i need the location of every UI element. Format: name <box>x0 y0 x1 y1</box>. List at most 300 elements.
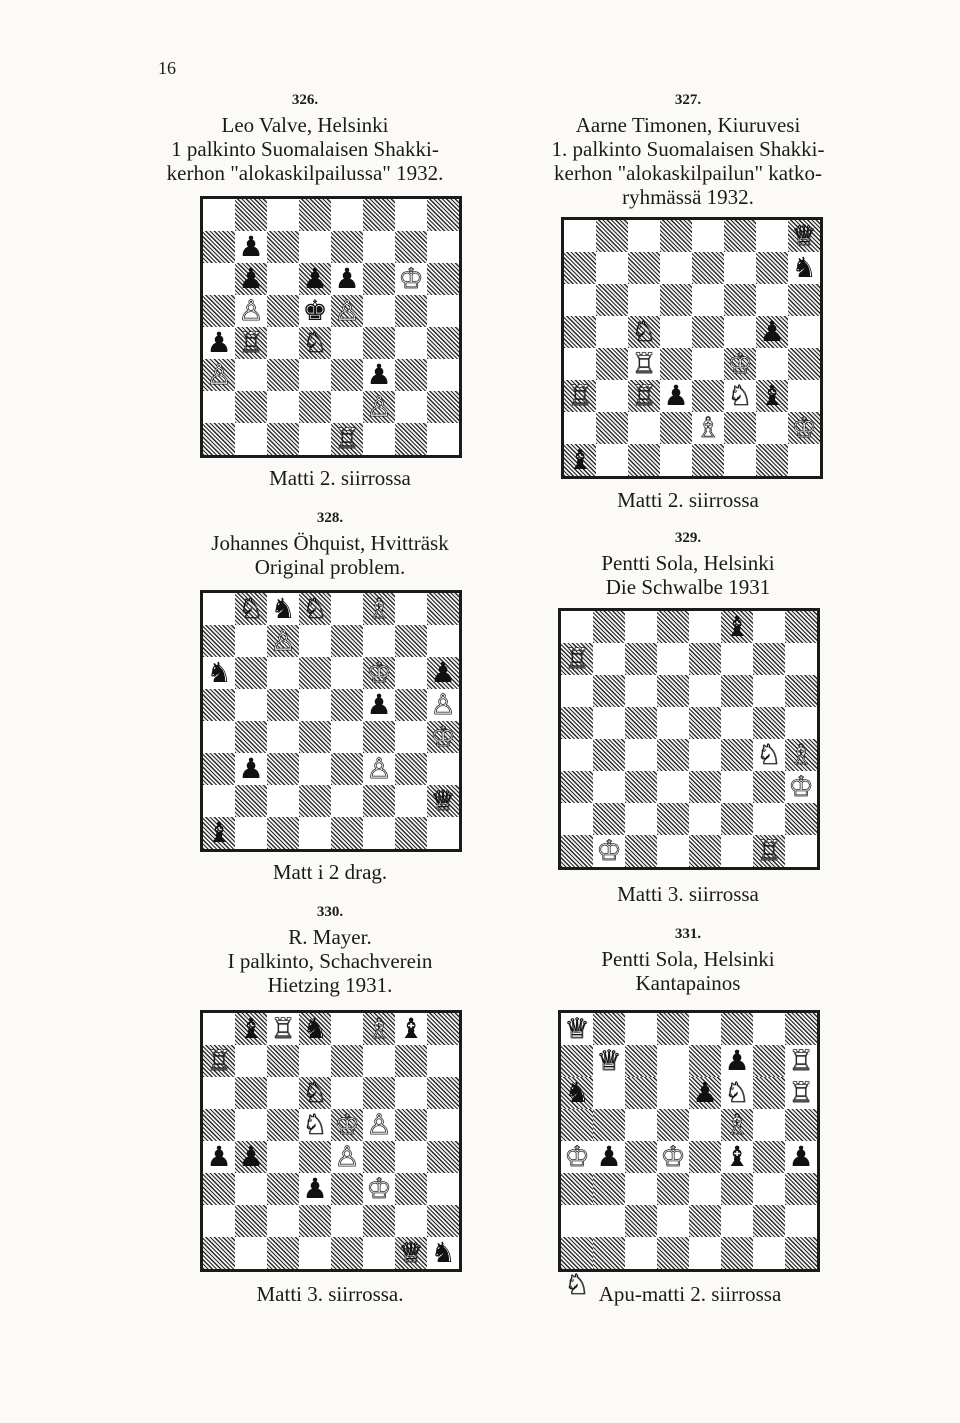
board-square <box>267 753 299 785</box>
board-square <box>785 1205 817 1237</box>
board-square <box>593 611 625 643</box>
board-square <box>785 1013 817 1045</box>
board-square <box>331 1237 363 1269</box>
board-square <box>299 753 331 785</box>
board-square <box>267 391 299 423</box>
board-square <box>363 1109 395 1141</box>
board-square <box>363 423 395 455</box>
board-square <box>753 1141 785 1173</box>
board-square <box>331 1013 363 1045</box>
white-queen-icon: ♕ <box>791 219 817 252</box>
board-square <box>561 1237 593 1269</box>
white-knight-icon: ♘ <box>238 592 264 625</box>
board-square <box>788 220 820 252</box>
board-square <box>203 391 235 423</box>
board-square <box>363 1237 395 1269</box>
board-square <box>235 263 267 295</box>
board-square <box>596 252 628 284</box>
problem-number: 331. <box>674 926 702 942</box>
board-square <box>564 444 596 476</box>
white-knight-icon: ♘ <box>631 315 657 348</box>
board-square <box>785 739 817 771</box>
board-square <box>561 739 593 771</box>
board-square <box>660 252 692 284</box>
black-pawn-icon: ♟ <box>430 656 456 689</box>
board-square <box>753 771 785 803</box>
board-square <box>785 1045 817 1077</box>
board-square <box>753 643 785 675</box>
board-square <box>785 1173 817 1205</box>
board-square <box>299 1237 331 1269</box>
board-square <box>363 1077 395 1109</box>
board-square <box>363 359 395 391</box>
board-square <box>564 380 596 412</box>
board-square <box>593 1013 625 1045</box>
white-king-icon: ♔ <box>366 1172 392 1205</box>
board-square <box>628 220 660 252</box>
board-square <box>756 380 788 412</box>
board-square <box>628 380 660 412</box>
board-square <box>203 359 235 391</box>
white-rook-icon: ♖ <box>334 422 360 455</box>
board-square <box>299 199 331 231</box>
board-square <box>625 1013 657 1045</box>
board-square <box>564 252 596 284</box>
board-square <box>299 657 331 689</box>
problem-composer: Pentti Sola, Helsinki <box>601 947 775 971</box>
board-square <box>267 689 299 721</box>
white-knight-icon: ♘ <box>724 1076 750 1109</box>
board-square <box>689 1173 721 1205</box>
board-square <box>395 1013 427 1045</box>
board-square <box>235 689 267 721</box>
board-square <box>395 657 427 689</box>
board-square <box>721 771 753 803</box>
problem-source: I palkinto, Schachverein <box>227 949 433 973</box>
white-pawn-icon: ♙ <box>206 358 232 391</box>
board-square <box>753 835 785 867</box>
board-square <box>395 1141 427 1173</box>
board-square <box>331 1045 363 1077</box>
black-pawn-icon: ♟ <box>334 262 360 295</box>
problem-source: 1 palkinto Suomalaisen Shakki- <box>171 137 439 161</box>
board-square <box>363 327 395 359</box>
board-square <box>331 657 363 689</box>
white-rook-icon: ♖ <box>564 642 590 675</box>
problem-number: 329. <box>674 530 702 546</box>
board-square <box>203 1077 235 1109</box>
black-knight-icon: ♞ <box>206 656 232 689</box>
problem-composer: Aarne Timonen, Kiuruvesi <box>575 113 801 137</box>
problem-composer: Johannes Öhquist, Hvitträsk <box>211 531 449 555</box>
board-square <box>756 220 788 252</box>
board-square <box>395 689 427 721</box>
board-square <box>427 1237 459 1269</box>
board-square <box>299 625 331 657</box>
board-square <box>235 359 267 391</box>
board-square <box>203 1173 235 1205</box>
chess-board <box>200 1010 462 1272</box>
board-square <box>785 1077 817 1109</box>
board-square <box>628 444 660 476</box>
board-square <box>395 199 427 231</box>
board-square <box>267 231 299 263</box>
board-square <box>363 753 395 785</box>
board-square <box>203 1237 235 1269</box>
board-square <box>657 1237 689 1269</box>
board-square <box>724 316 756 348</box>
board-square <box>593 835 625 867</box>
chess-board <box>561 217 823 479</box>
board-square <box>363 689 395 721</box>
white-rook-icon: ♖ <box>238 326 264 359</box>
board-square <box>267 423 299 455</box>
white-rook-icon: ♖ <box>206 1044 232 1077</box>
board-square <box>689 707 721 739</box>
board-square <box>657 835 689 867</box>
board-square <box>657 707 689 739</box>
white-pawn-icon: ♙ <box>334 294 360 327</box>
board-square <box>203 1109 235 1141</box>
board-square <box>203 593 235 625</box>
board-square <box>267 359 299 391</box>
board-square <box>692 220 724 252</box>
board-square <box>427 657 459 689</box>
board-square <box>721 803 753 835</box>
white-pawn-icon: ♙ <box>430 688 456 721</box>
board-square <box>689 643 721 675</box>
board-square <box>299 1077 331 1109</box>
board-square <box>660 348 692 380</box>
board-square <box>561 771 593 803</box>
white-rook-icon: ♖ <box>567 379 593 412</box>
board-square <box>427 593 459 625</box>
board-square <box>689 1141 721 1173</box>
board-square <box>788 348 820 380</box>
board-square <box>692 412 724 444</box>
white-pawn-icon: ♙ <box>270 624 296 657</box>
board-square <box>427 1205 459 1237</box>
board-square <box>756 412 788 444</box>
board-square <box>593 1173 625 1205</box>
white-queen-icon: ♕ <box>596 1044 622 1077</box>
board-square <box>657 611 689 643</box>
board-square <box>753 1045 785 1077</box>
board-square <box>427 1077 459 1109</box>
problem-header <box>160 510 500 579</box>
board-square <box>331 753 363 785</box>
board-square <box>395 785 427 817</box>
board-square <box>299 231 331 263</box>
board-square <box>657 739 689 771</box>
board-square <box>203 199 235 231</box>
board-square <box>203 785 235 817</box>
board-square <box>203 753 235 785</box>
black-pawn-icon: ♟ <box>759 315 785 348</box>
board-square <box>593 1077 625 1109</box>
black-pawn-icon: ♟ <box>238 752 264 785</box>
board-square <box>596 348 628 380</box>
board-square <box>235 1013 267 1045</box>
board-square <box>395 231 427 263</box>
board-square <box>625 1205 657 1237</box>
black-bishop-icon: ♝ <box>724 610 750 643</box>
board-square <box>395 423 427 455</box>
white-king-icon: ♔ <box>430 720 456 753</box>
board-square <box>625 643 657 675</box>
board-square <box>235 625 267 657</box>
board-square <box>299 359 331 391</box>
board-square <box>785 1109 817 1141</box>
white-pawn-icon: ♙ <box>238 294 264 327</box>
board-square <box>628 316 660 348</box>
problem-stipulation: Matti 3. siirrossa <box>617 882 759 906</box>
board-square <box>331 263 363 295</box>
board-square <box>689 803 721 835</box>
board-square <box>427 1045 459 1077</box>
board-square <box>203 231 235 263</box>
problem-source: Die Schwalbe 1931 <box>605 575 771 599</box>
board-square <box>395 263 427 295</box>
white-king-icon: ♔ <box>596 834 622 867</box>
white-king-icon: ♔ <box>788 770 814 803</box>
white-rook-icon: ♖ <box>631 347 657 380</box>
board-square <box>689 1077 721 1109</box>
board-square <box>363 295 395 327</box>
board-square <box>427 817 459 849</box>
board-square <box>395 593 427 625</box>
board-square <box>267 1077 299 1109</box>
board-square <box>625 1141 657 1173</box>
board-square <box>331 593 363 625</box>
board-square <box>427 1141 459 1173</box>
board-square <box>596 316 628 348</box>
board-square <box>625 1237 657 1269</box>
white-king-icon: ♔ <box>398 262 424 295</box>
board-square <box>203 1205 235 1237</box>
board-square <box>756 252 788 284</box>
board-square <box>756 444 788 476</box>
board-square <box>235 817 267 849</box>
board-square <box>267 1109 299 1141</box>
board-square <box>395 817 427 849</box>
board-square <box>753 803 785 835</box>
white-knight-icon: ♘ <box>302 1076 328 1109</box>
board-square <box>756 348 788 380</box>
board-square <box>395 1109 427 1141</box>
board-square <box>721 739 753 771</box>
board-square <box>203 295 235 327</box>
white-rook-icon: ♖ <box>788 1076 814 1109</box>
board-square <box>625 771 657 803</box>
board-square <box>267 1173 299 1205</box>
board-square <box>363 657 395 689</box>
board-square <box>564 412 596 444</box>
board-square <box>299 1141 331 1173</box>
board-square <box>235 1109 267 1141</box>
chess-board <box>200 196 462 458</box>
board-square <box>267 785 299 817</box>
black-pawn-icon: ♟ <box>238 230 264 263</box>
problem-number: 326. <box>291 92 319 108</box>
board-square <box>561 1013 593 1045</box>
board-square <box>395 1045 427 1077</box>
board-square <box>625 1045 657 1077</box>
board-square <box>625 707 657 739</box>
board-square <box>331 721 363 753</box>
problem-source: kerhon "alokaskilpailun" katko- <box>554 161 822 185</box>
board-square <box>299 327 331 359</box>
board-square <box>331 817 363 849</box>
board-square <box>235 295 267 327</box>
board-square <box>593 1109 625 1141</box>
board-square <box>363 231 395 263</box>
black-knight-icon: ♞ <box>302 1012 328 1045</box>
board-square <box>785 803 817 835</box>
board-square <box>721 611 753 643</box>
black-pawn-icon: ♟ <box>302 262 328 295</box>
board-square <box>363 721 395 753</box>
board-square <box>724 252 756 284</box>
board-square <box>625 803 657 835</box>
board-square <box>267 657 299 689</box>
board-square <box>561 1141 593 1173</box>
board-square <box>692 316 724 348</box>
black-bishop-icon: ♝ <box>759 379 785 412</box>
board-square <box>753 1237 785 1269</box>
problem-stipulation: Matti 2. siirrossa <box>269 466 411 490</box>
board-square <box>625 835 657 867</box>
board-square <box>753 1013 785 1045</box>
white-king-icon: ♔ <box>564 1140 590 1173</box>
white-rook-icon: ♖ <box>788 1044 814 1077</box>
board-square <box>395 1237 427 1269</box>
board-square <box>299 1173 331 1205</box>
board-square <box>299 1045 331 1077</box>
board-square <box>331 295 363 327</box>
board-square <box>660 412 692 444</box>
board-square <box>692 284 724 316</box>
board-square <box>689 739 721 771</box>
board-square <box>788 284 820 316</box>
board-square <box>363 817 395 849</box>
board-square <box>203 817 235 849</box>
board-square <box>299 689 331 721</box>
board-square <box>788 380 820 412</box>
problem-header <box>160 904 500 997</box>
board-square <box>660 444 692 476</box>
board-square <box>724 444 756 476</box>
board-square <box>628 252 660 284</box>
board-square <box>785 1141 817 1173</box>
problem-stipulation: Matti 3. siirrossa. <box>256 1282 404 1306</box>
board-square <box>689 1109 721 1141</box>
board-square <box>561 1077 593 1109</box>
board-square <box>689 1045 721 1077</box>
board-square <box>657 1141 689 1173</box>
board-square <box>756 284 788 316</box>
board-square <box>753 1077 785 1109</box>
board-square <box>299 1205 331 1237</box>
board-square <box>724 284 756 316</box>
board-square <box>689 1205 721 1237</box>
board-square <box>689 611 721 643</box>
board-square <box>753 707 785 739</box>
board-square <box>427 625 459 657</box>
board-square <box>721 707 753 739</box>
black-pawn-icon: ♟ <box>302 1172 328 1205</box>
white-king-icon: ♔ <box>791 411 817 444</box>
board-square <box>235 1237 267 1269</box>
board-square <box>235 1045 267 1077</box>
board-square <box>724 412 756 444</box>
board-square <box>561 643 593 675</box>
board-square <box>785 675 817 707</box>
board-square <box>235 657 267 689</box>
board-square <box>628 412 660 444</box>
white-king-icon: ♔ <box>727 347 753 380</box>
white-rook-icon: ♖ <box>631 379 657 412</box>
board-square <box>753 675 785 707</box>
board-square <box>331 1109 363 1141</box>
board-square <box>395 1077 427 1109</box>
white-pawn-icon: ♙ <box>366 390 392 423</box>
board-square <box>564 284 596 316</box>
board-square <box>203 327 235 359</box>
board-square <box>721 1013 753 1045</box>
black-pawn-icon: ♟ <box>366 688 392 721</box>
problem-source: kerhon "alokaskilpailussa" 1932. <box>166 161 444 185</box>
board-square <box>267 1205 299 1237</box>
white-knight-icon: ♘ <box>564 1268 590 1301</box>
board-square <box>267 295 299 327</box>
board-square <box>235 1205 267 1237</box>
board-square <box>395 391 427 423</box>
board-square <box>427 231 459 263</box>
board-square <box>657 1205 689 1237</box>
board-square <box>561 835 593 867</box>
board-square <box>267 1013 299 1045</box>
board-square <box>561 675 593 707</box>
board-square <box>561 803 593 835</box>
black-bishop-icon: ♝ <box>398 1012 424 1045</box>
board-square <box>561 611 593 643</box>
board-square <box>721 1077 753 1109</box>
board-square <box>299 785 331 817</box>
board-square <box>721 1205 753 1237</box>
board-square <box>785 835 817 867</box>
board-square <box>721 835 753 867</box>
board-square <box>235 231 267 263</box>
board-square <box>331 231 363 263</box>
problem-number: 328. <box>316 510 344 526</box>
white-bishop-icon: ♗ <box>724 1108 750 1141</box>
page-number: 16 <box>158 58 176 78</box>
board-square <box>561 1205 593 1237</box>
board-square <box>331 1141 363 1173</box>
board-square <box>561 1109 593 1141</box>
white-king-icon: ♔ <box>366 656 392 689</box>
board-square <box>689 675 721 707</box>
board-square <box>593 1205 625 1237</box>
chess-board <box>200 590 462 852</box>
board-square <box>657 803 689 835</box>
board-square <box>427 753 459 785</box>
board-square <box>564 316 596 348</box>
board-square <box>427 359 459 391</box>
white-knight-icon: ♘ <box>756 738 782 771</box>
white-knight-icon: ♘ <box>302 326 328 359</box>
